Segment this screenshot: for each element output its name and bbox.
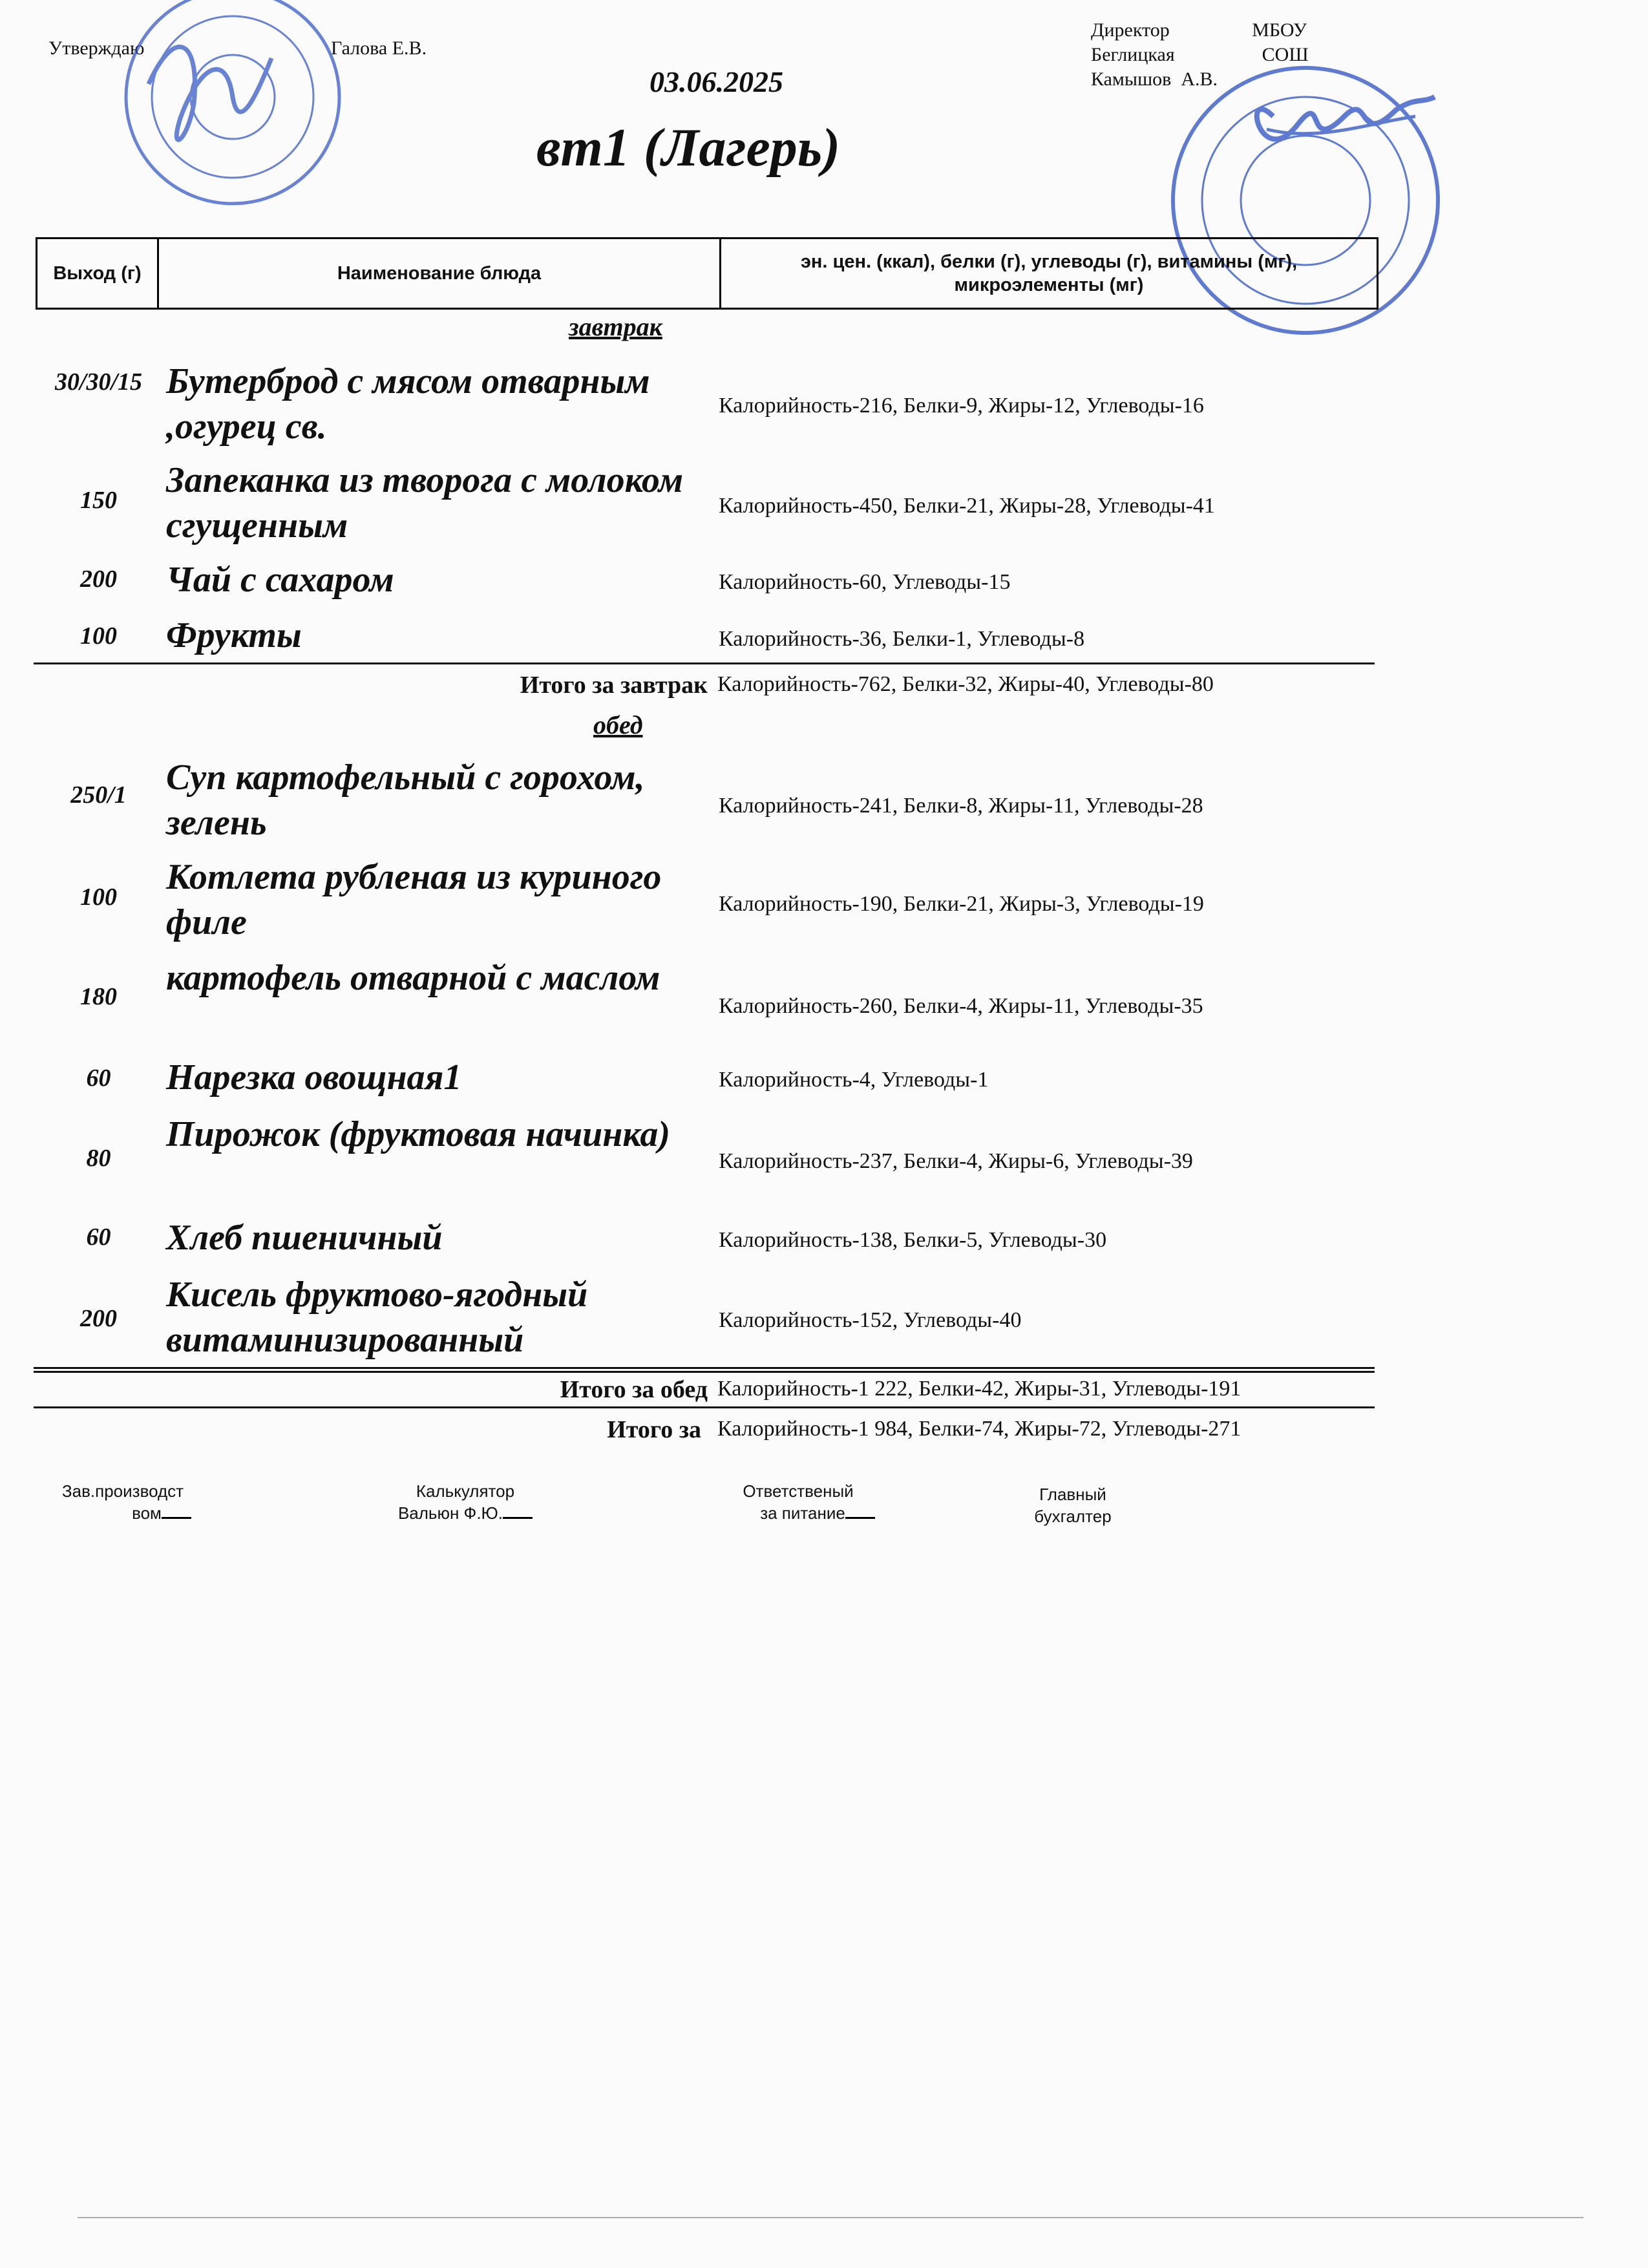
menu-row bbox=[36, 458, 1367, 546]
row-dish: Кисель фруктово-ягодный витаминизированный bbox=[166, 1275, 588, 1360]
signature-responsible-line1: Ответственый bbox=[743, 1481, 854, 1501]
menu-row bbox=[36, 1272, 1367, 1360]
signature-accountant-line1: Главный bbox=[1039, 1485, 1106, 1504]
row-nutri: Калорийность-260, Белки-4, Жиры-11, Углеводы-35 bbox=[719, 994, 1203, 1018]
signature-responsible bbox=[704, 1480, 892, 1524]
grand-total-label: Итого за bbox=[607, 1416, 701, 1443]
row-dish: Котлета рубленая из куриного филе bbox=[166, 857, 662, 942]
row-yield: 150 bbox=[80, 487, 117, 514]
row-dish: Чай с сахаром bbox=[166, 560, 394, 600]
lunch-total-value: Калорийность-1 222, Белки-42, Жиры-31, Углеводы-191 bbox=[717, 1377, 1241, 1401]
row-yield: 180 bbox=[80, 983, 117, 1010]
menu-row bbox=[36, 1112, 1367, 1176]
left-stamp bbox=[123, 0, 343, 220]
table-header bbox=[36, 237, 1379, 310]
signature-calculator-line1: Калькулятор bbox=[416, 1481, 515, 1501]
signature-calculator bbox=[368, 1480, 562, 1524]
row-nutri: Калорийность-237, Белки-4, Жиры-6, Углеводы-39 bbox=[719, 1149, 1193, 1173]
divider bbox=[34, 1371, 1375, 1373]
row-dish: картофель отварной с маслом bbox=[166, 958, 660, 998]
scan-edge-line bbox=[78, 2217, 1583, 2218]
row-yield: 200 bbox=[80, 1305, 117, 1332]
menu-row bbox=[36, 1215, 1367, 1280]
menu-row bbox=[36, 854, 1367, 942]
menu-row bbox=[36, 557, 1367, 622]
signature-accountant-line2: бухгалтер bbox=[1034, 1507, 1112, 1526]
row-nutri: Калорийность-4, Углеводы-1 bbox=[719, 1068, 989, 1092]
row-dish: Бутерброд с мясом отварным ,огурец св. bbox=[166, 361, 650, 447]
menu-row bbox=[36, 755, 1367, 843]
row-yield: 100 bbox=[80, 884, 117, 911]
row-dish: Суп картофельный с горохом, зелень bbox=[166, 758, 645, 843]
grand-total-value: Калорийность-1 984, Белки-74, Жиры-72, Углеводы-271 bbox=[717, 1417, 1241, 1441]
approve-name: Галова Е.В. bbox=[331, 37, 427, 59]
row-nutri: Калорийность-138, Белки-5, Углеводы-30 bbox=[719, 1228, 1107, 1252]
divider bbox=[34, 662, 1375, 664]
signature-blank bbox=[845, 1517, 875, 1519]
row-yield: 60 bbox=[86, 1224, 111, 1251]
menu-row bbox=[36, 613, 1367, 677]
row-nutri: Калорийность-36, Белки-1, Углеводы-8 bbox=[719, 627, 1085, 651]
section-lunch: обед bbox=[593, 710, 643, 739]
row-nutri: Калорийность-190, Белки-21, Жиры-3, Углеводы-19 bbox=[719, 892, 1204, 916]
director-line-2: Беглицкая СОШ bbox=[1091, 44, 1309, 65]
col-name-header: Наименование блюда bbox=[159, 239, 721, 308]
row-yield: 30/30/15 bbox=[54, 368, 143, 396]
lunch-total-label: Итого за обед bbox=[560, 1376, 708, 1403]
signature-blank bbox=[503, 1517, 533, 1519]
menu-title: вт1 (Лагерь) bbox=[536, 118, 841, 178]
signature-blank bbox=[162, 1517, 191, 1519]
divider bbox=[34, 1406, 1375, 1408]
col-yield-header: Выход (г) bbox=[37, 239, 159, 308]
row-yield: 250/1 bbox=[70, 781, 127, 809]
breakfast-total-value: Калорийность-762, Белки-32, Жиры-40, Углеводы-80 bbox=[717, 672, 1214, 696]
row-nutri: Калорийность-450, Белки-21, Жиры-28, Углеводы-41 bbox=[719, 494, 1215, 518]
menu-row bbox=[36, 1055, 1367, 1119]
signature-production-line1: Зав.производст bbox=[61, 1481, 184, 1501]
approve-label: Утверждаю bbox=[48, 37, 145, 59]
row-dish: Пирожок (фруктовая начинка) bbox=[166, 1114, 671, 1154]
row-nutri: Калорийность-60, Углеводы-15 bbox=[719, 570, 1011, 594]
row-yield: 100 bbox=[80, 622, 117, 650]
section-breakfast: завтрак bbox=[569, 312, 662, 341]
row-nutri: Калорийность-152, Углеводы-40 bbox=[719, 1308, 1022, 1332]
col-nutri-header: эн. цен. (ккал), белки (г), углеводы (г), витамины (мг), микроэлементы (мг) bbox=[800, 251, 1298, 295]
signature-production bbox=[39, 1480, 207, 1524]
menu-row bbox=[36, 359, 1367, 447]
row-nutri: Калорийность-216, Белки-9, Жиры-12, Углеводы-16 bbox=[719, 394, 1204, 418]
signature-calculator-line2: Вальюн Ф.Ю. bbox=[397, 1503, 503, 1523]
signature-accountant bbox=[1008, 1483, 1137, 1527]
row-dish: Хлеб пшеничный bbox=[166, 1218, 443, 1258]
row-nutri: Калорийность-241, Белки-8, Жиры-11, Углеводы-28 bbox=[719, 794, 1203, 818]
row-dish: Нарезка овощная1 bbox=[166, 1057, 462, 1097]
menu-row bbox=[36, 955, 1367, 1020]
menu-date: 03.06.2025 bbox=[650, 65, 783, 98]
director-line-3: Камышов А.В. bbox=[1091, 69, 1218, 90]
divider bbox=[34, 1367, 1375, 1369]
row-dish: Запеканка из творога с молоком сгущенным bbox=[166, 460, 684, 546]
director-line-1: Директор МБОУ bbox=[1091, 19, 1307, 41]
row-dish: Фрукты bbox=[166, 615, 302, 655]
signature-production-line2: вом bbox=[132, 1503, 162, 1523]
breakfast-total-label: Итого за завтрак bbox=[520, 672, 708, 699]
row-yield: 200 bbox=[80, 566, 117, 593]
signature-responsible-line2: за питание bbox=[760, 1503, 845, 1523]
row-yield: 60 bbox=[86, 1065, 111, 1092]
row-yield: 80 bbox=[86, 1145, 111, 1172]
